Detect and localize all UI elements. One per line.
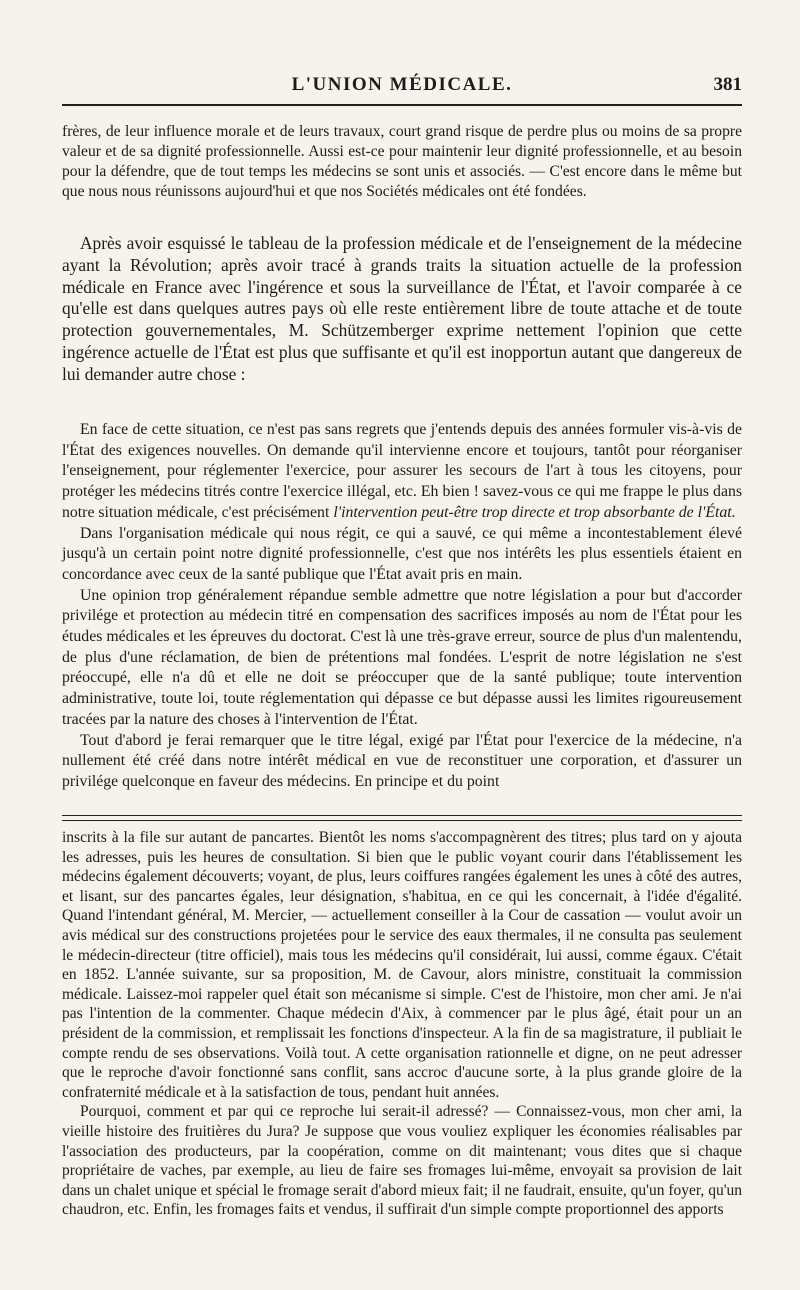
paragraph: inscrits à la file sur autant de pancartes. Bientôt les noms s'accompagnèrent des titres; plus tard on y ajouta les adresses, puis les heures de consultation. Si bien que le public voyant courir dans l'établissement les médecins également découverts; voyant, de plus, leurs coiffures rangées également les unes à côté des autres, et lisant, sur des pancartes égales, leur désignation, s'habitua, en ce qui les concernait, à l'idée d'égalité. Quand l'intendant général, M. Mercier, — actuellement conseiller à la Cour de cassation — voulut avoir un avis médical sur des constructions projetées pour le service des eaux thermales, il ne consulta pas seulement le médecin-directeur (titre officiel), mais tous les médecins qu'il considérait, lui aussi, comme égaux. C'était en 1852. L'année suivante, sur sa proposition, M. de Cavour, alors ministre, constituait la commission médicale. Laissez-moi rappeler quel était son mécanisme si simple. C'est de l'histoire, mon cher ami. Je n'ai pas l'intention de la commenter. Chaque médecin d'Aix, à commencer par le plus âgé, était pour un an président de la commission, et remplissait les fonctions d'inspecteur. A la fin de sa magistrature, il publiait le compte rendu de ses observations. Voilà tout. A cette organisation rationnelle et digne, on ne peut adresser que le reproche d'avoir fonctionné sans conflit, sans accroc d'aucune sorte, à la plus grande gloire de la confraternité médicale et à la satisfaction de tous, pendant huit années.	[62, 829, 742, 1101]
paragraph: frères, de leur influence morale et de leurs travaux, court grand risque de perdre plus ou moins de sa propre valeur et de sa dignité professionnelle. Aussi est-ce pour maintenir leur dignité professionnelle, et au besoin pour la défendre, que de tout temps les médecins se sont unis et associés. — C'est encore dans le même but que nous nous réunissons aujourd'hui et que nos Sociétés médicales ont été fondées.	[62, 123, 742, 200]
paragraph: Après avoir esquissé le tableau de la profession médicale et de l'enseignement de la médecine ayant la Révolution; après avoir tracé à grands traits la situation actuelle de la profession médicale en France avec l'ingérence et sous la surveillance de l'État, et l'avoir comparée à ce qu'elle est dans quelques autres pays où elle reste entièrement libre de toute attache et de toute protection gouvernementales, M. Schützemberger exprime nettement l'opinion que cette ingérence actuelle de l'État est plus que suffisante et qu'il est inopportun autant que dangereux de lui demander autre chose :	[62, 233, 742, 384]
italic-phrase: l'intervention peut-être trop directe et trop absorbante de l'État.	[333, 503, 736, 521]
paragraph: Une opinion trop généralement répandue semble admettre que notre législation a pour but d'accorder privilége et protection au médecin titré en compensation des sacrifices imposés au nom de l'État pour les études médicales et les épreuves du doctorat. C'est là une très-grave erreur, source de plus d'un malentendu, de plus d'une réclamation, de bien de prétentions mal fondées. L'esprit de notre législation ne s'est préoccupé, elle n'a dû et elle ne doit se préoccuper que de la santé publique; toute intervention administrative, toute loi, toute réglementation qui dépasse ce but dépasse aussi les limites rigoureusement tracées par la nature des choses à l'intervention de l'État.	[62, 586, 742, 728]
paragraph: Dans l'organisation médicale qui nous régit, ce qui a sauvé, ce qui même a incontestablement élevé jusqu'à un certain point notre dignité professionnelle, c'est que nos intérêts les plus essentiels étaient en concordance avec ceux de la santé publique que l'État avait pris en main.	[62, 524, 742, 583]
header-rule	[62, 104, 742, 106]
journal-title: L'UNION MÉDICALE.	[291, 74, 513, 95]
paragraph	[62, 420, 742, 524]
running-header	[62, 70, 742, 100]
text-block-summary	[62, 233, 742, 386]
feuilleton-divider	[62, 815, 742, 821]
text-block-feuilleton	[62, 828, 742, 1220]
paragraph: Tout d'abord je ferai remarquer que le titre légal, exigé par l'État pour l'exercice de la médecine, n'a nullement été créé dans notre intérêt médical en vue de reconstituer une corporation, et d'assurer un privilége quelconque en faveur des médecins. En principe et du point	[62, 731, 742, 790]
paragraph-text: En face de cette situation, ce n'est pas sans regrets que j'entends depuis des années formuler vis-à-vis de l'État des exigences nouvelles. On demande qu'il intervienne encore et toujours, tantôt pour réorganiser l'enseignement, pour réglementer l'exercice, pour assurer les secours de l'art à tous les citoyens, pour protéger les médecins titrés contre l'exercice illégal, etc. Eh bien ! savez-vous ce qui me frappe le plus dans notre situation médicale, c'est précisément	[62, 421, 742, 521]
paragraph: Pourquoi, comment et par qui ce reproche lui serait-il adressé? — Connaissez-vous, mon cher ami, la vieille histoire des fruitières du Jura? Je suppose que vous vouliez expliquer les économies réalisables par l'association des producteurs, par la coopération, comme on dit maintenant; vous dites que si chaque propriétaire de vaches, par exemple, au lieu de faire ses fromages lui-même, envoyait sa provision de lait dans un chalet unique et spécial le fromage serait d'abord mieux fait; il ne faudrait, ensuite, qu'un foyer, qu'un chaudron, etc. Enfin, les fromages faits et vendus, il suffirait d'un simple compte proportionnel des apports	[62, 1103, 742, 1219]
page-number: 381	[713, 74, 742, 95]
text-block-top	[62, 122, 742, 202]
text-block-quote	[62, 420, 742, 793]
